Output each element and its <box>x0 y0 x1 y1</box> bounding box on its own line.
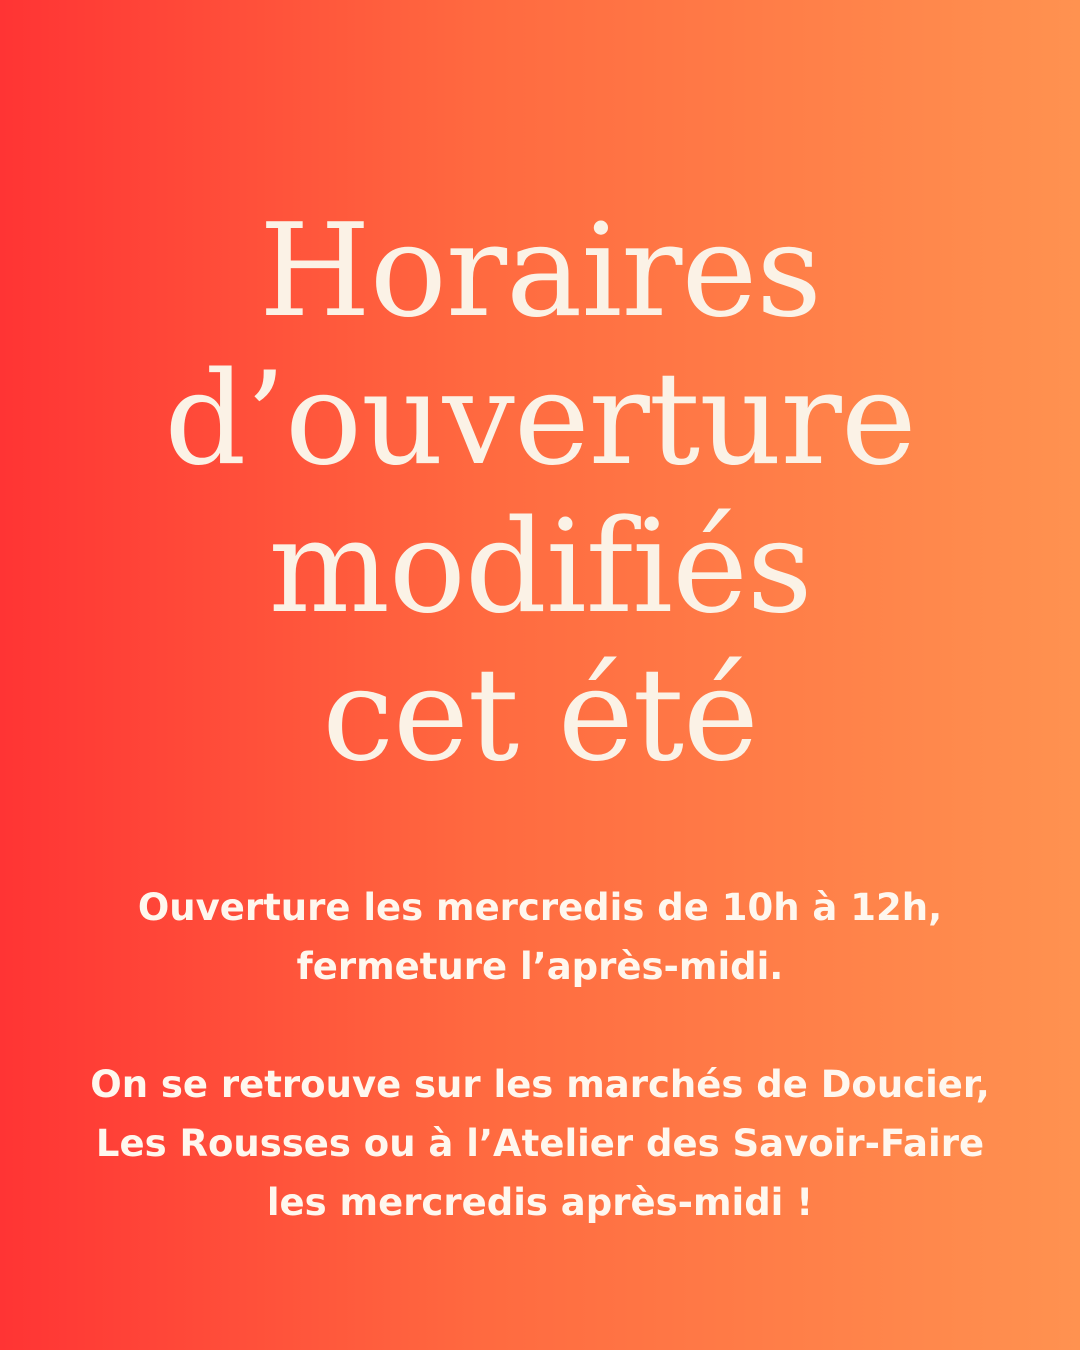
main-title <box>0 198 1080 790</box>
title-line-ouverture: d’ouverture <box>164 344 916 494</box>
opening-hours-line: Ouverture les mercredis de 10h à 12h, <box>137 886 943 929</box>
afternoon-closing-line: fermeture l’après-midi. <box>296 945 784 988</box>
markets-line-2: Les Rousses ou à l’Atelier des Savoir-Faire <box>95 1122 985 1165</box>
title-line-modifies: modifiés <box>268 492 812 642</box>
title-line-cet-ete: cet été <box>322 640 758 790</box>
markets-line-1: On se retrouve sur les marchés de Doucier, <box>90 1063 990 1106</box>
markets-line-3: les mercredis après-midi ! <box>266 1181 814 1224</box>
markets-message <box>40 1055 1040 1232</box>
title-line-horaires: Horaires <box>259 196 821 346</box>
opening-hours-message <box>40 878 1040 996</box>
